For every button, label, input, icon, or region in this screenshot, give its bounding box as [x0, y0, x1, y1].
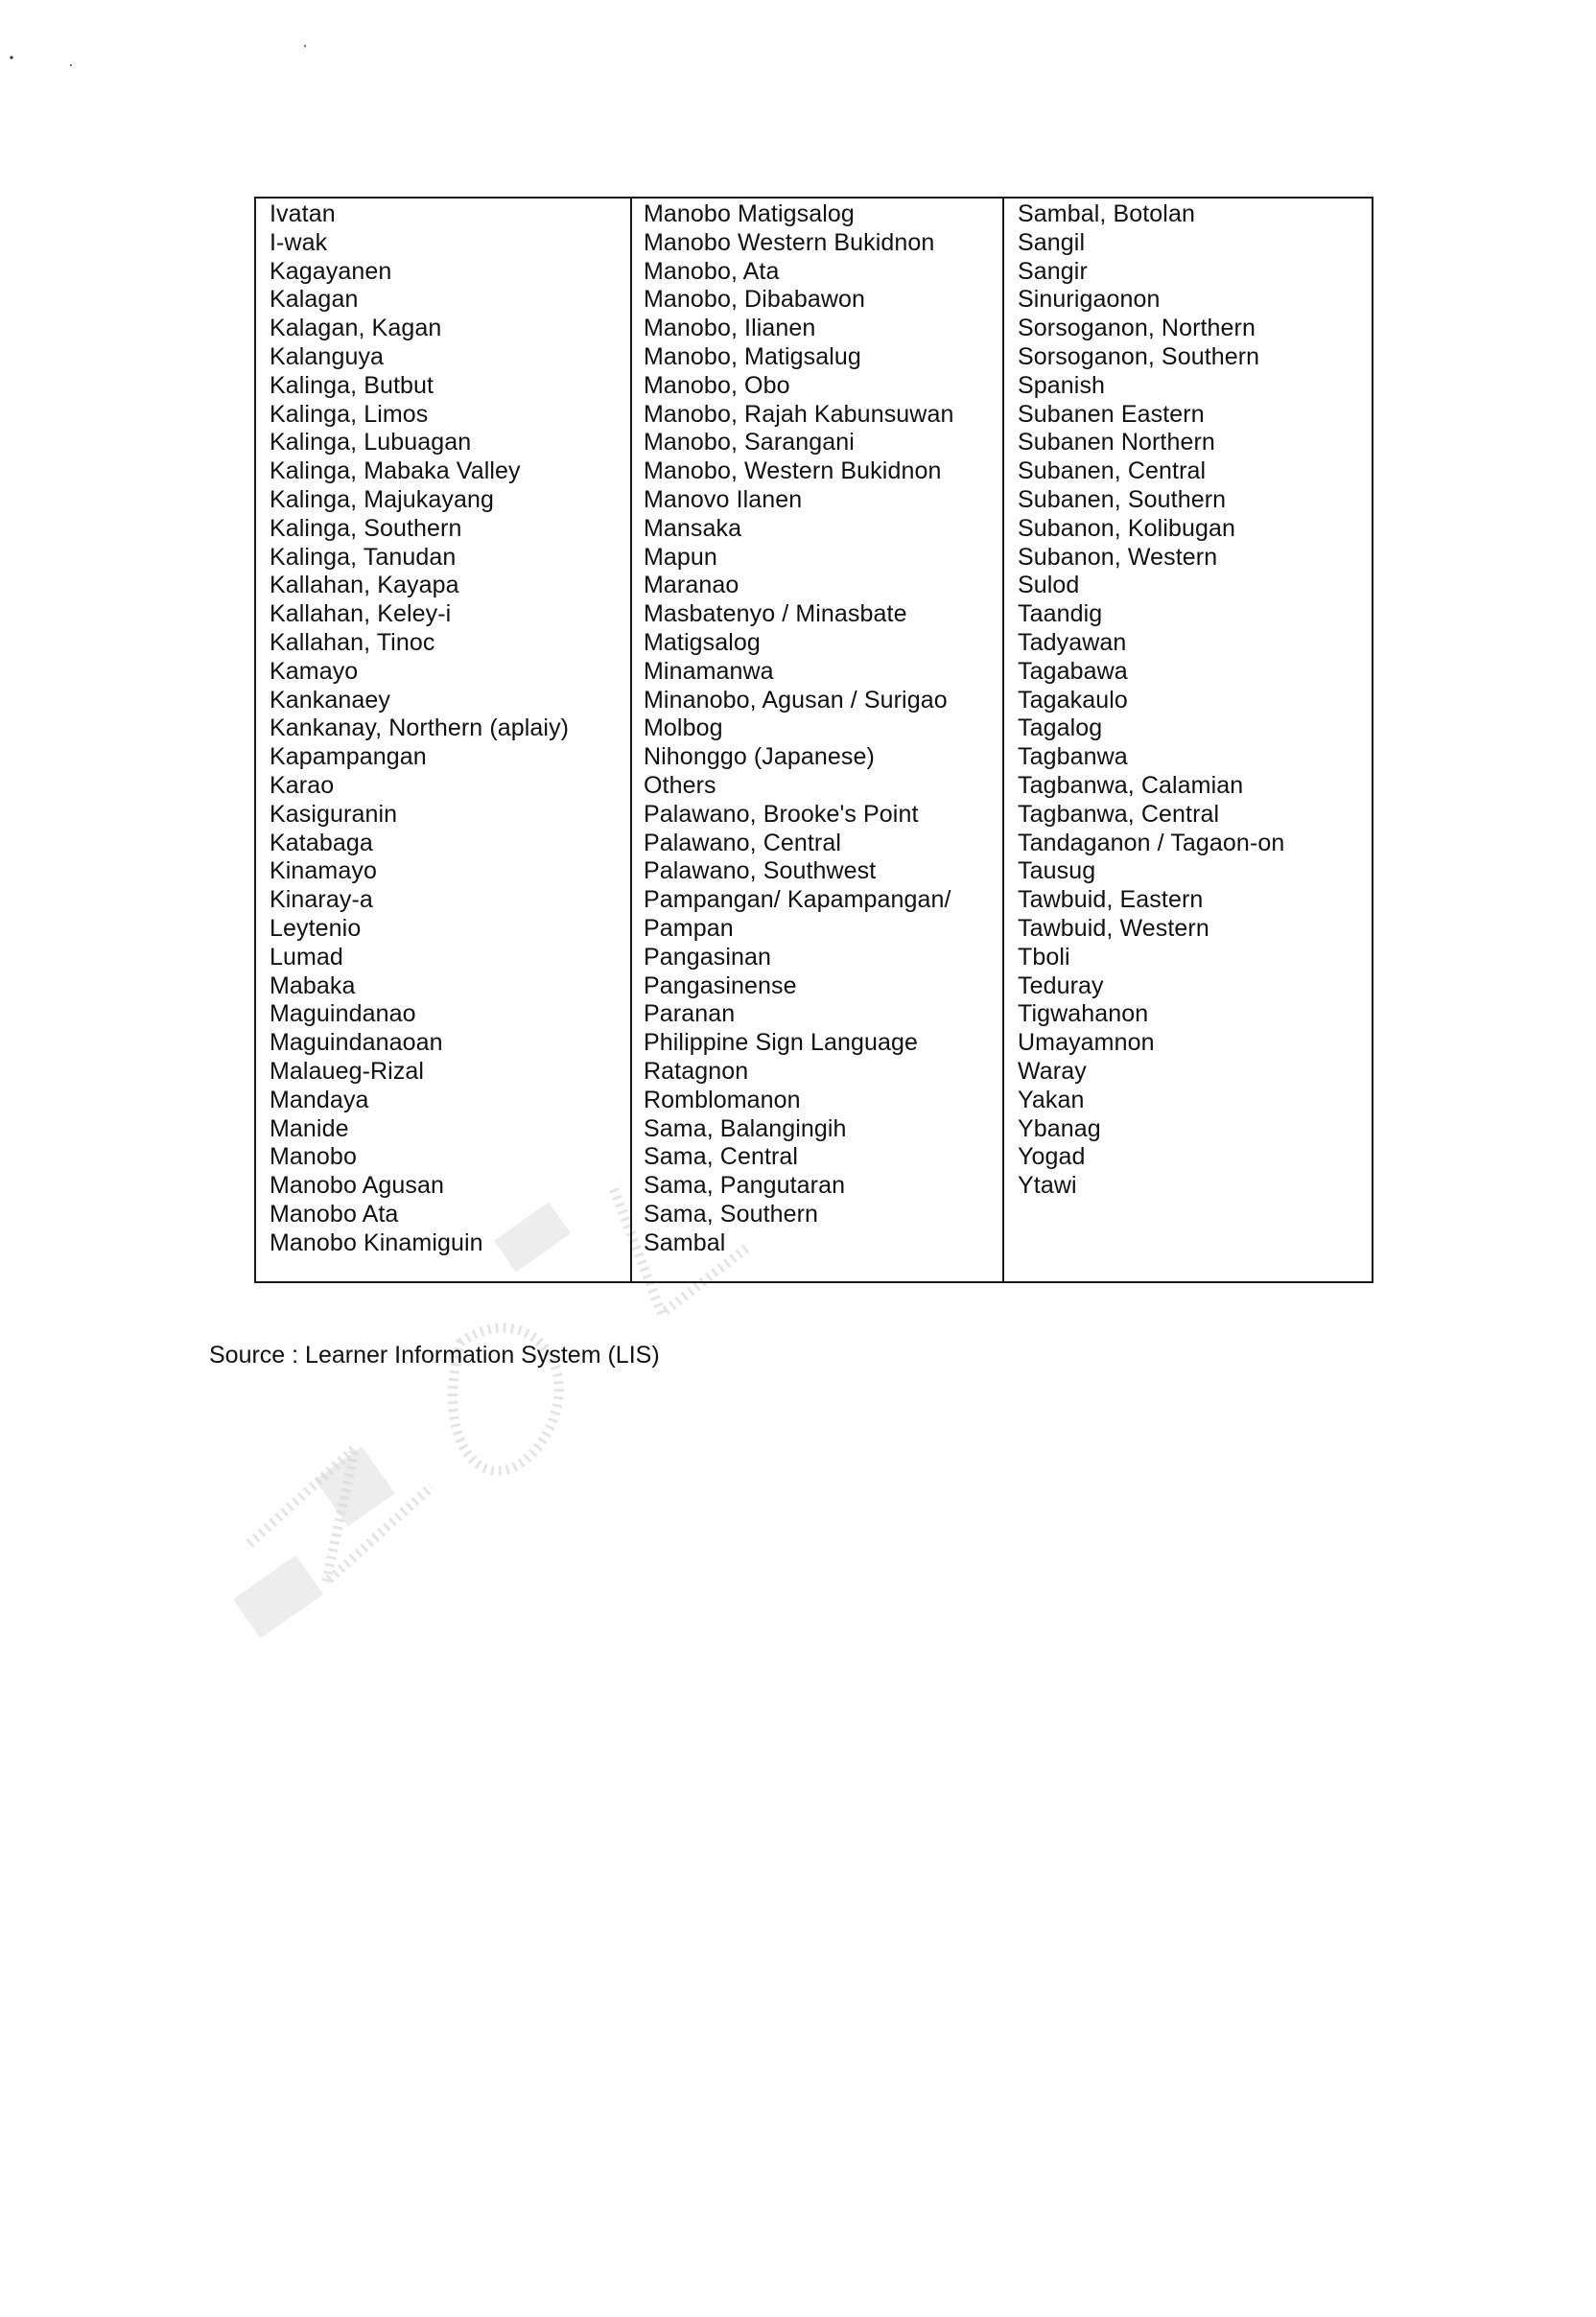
- language-item: Subanen, Central: [1018, 457, 1207, 485]
- language-item: Taandig: [1018, 600, 1103, 628]
- language-item: Manobo, Matigsalug: [644, 342, 861, 370]
- language-item: Mansaka: [644, 514, 742, 542]
- language-item: Kapampangan: [270, 743, 427, 771]
- language-item: Manobo, Ata: [644, 257, 780, 285]
- language-item: Tandaganon / Tagaon-on: [1018, 829, 1285, 856]
- language-item: Kallahan, Kayapa: [270, 572, 459, 599]
- language-item: Philippine Sign Language: [644, 1029, 918, 1057]
- language-item: Subanon, Kolibugan: [1018, 514, 1235, 542]
- language-item: Kalagan, Kagan: [270, 315, 442, 342]
- language-item: Katabaga: [270, 829, 373, 856]
- language-item: Mandaya: [270, 1086, 369, 1113]
- language-item: Tagabawa: [1018, 657, 1128, 685]
- language-item: Umayamnon: [1018, 1029, 1155, 1057]
- language-item: Sangir: [1018, 257, 1088, 285]
- language-item: Teduray: [1018, 971, 1104, 999]
- language-item: Kinamayo: [270, 857, 377, 885]
- language-item: Tagalog: [1018, 714, 1103, 742]
- language-item: Spanish: [1018, 371, 1106, 399]
- language-item: Manobo, Dibabawon: [644, 286, 866, 314]
- language-item: Manobo, Western Bukidnon: [644, 457, 942, 485]
- language-item: Waray: [1018, 1057, 1087, 1085]
- language-item: Sinurigaonon: [1018, 286, 1161, 314]
- language-item: I-wak: [270, 228, 328, 256]
- language-item: Sangil: [1018, 228, 1086, 256]
- language-item: Tagbanwa: [1018, 743, 1128, 771]
- source-note: Source : Learner Information System (LIS): [209, 1342, 660, 1369]
- language-item: Kalanguya: [270, 342, 385, 370]
- language-item: Tagakaulo: [1018, 686, 1128, 714]
- language-list: [270, 200, 630, 1257]
- language-item: Kamayo: [270, 657, 359, 685]
- language-item: Kalinga, Limos: [270, 400, 429, 428]
- language-item: Kalagan: [270, 286, 359, 314]
- language-item: Karao: [270, 771, 335, 799]
- language-item: Yakan: [1018, 1086, 1085, 1113]
- language-item: Others: [644, 771, 716, 799]
- language-item: Manobo, Obo: [644, 371, 790, 399]
- language-item: Minanobo, Agusan / Surigao: [644, 686, 948, 714]
- language-item: Sambal: [644, 1229, 726, 1256]
- language-item: Maguindanao: [270, 1000, 416, 1028]
- language-item: Mabaka: [270, 971, 356, 999]
- language-item: Subanon, Western: [1018, 543, 1218, 571]
- language-item: Tagbanwa, Calamian: [1018, 771, 1244, 799]
- language-item: Sorsoganon, Northern: [1018, 315, 1256, 342]
- language-item: Yogad: [1018, 1143, 1086, 1171]
- language-item: Palawano, Central: [644, 829, 841, 856]
- language-item: Lumad: [270, 943, 343, 971]
- language-item: Manobo Ata: [270, 1200, 399, 1228]
- language-list: [644, 200, 1002, 1257]
- language-item: Manobo Agusan: [270, 1172, 445, 1200]
- language-item: Kallahan, Keley-i: [270, 600, 452, 628]
- language-item: Maguindanaoan: [270, 1029, 443, 1057]
- language-item: Manobo Kinamiguin: [270, 1229, 483, 1256]
- language-item: Malaueg-Rizal: [270, 1057, 425, 1085]
- language-item: Nihonggo (Japanese): [644, 743, 875, 771]
- language-item: Pampan: [644, 914, 734, 942]
- table-column-2: [630, 199, 1002, 1281]
- language-item: Manide: [270, 1114, 349, 1142]
- language-item: Kalinga, Butbut: [270, 371, 434, 399]
- table-column-3: [1002, 199, 1372, 1281]
- language-item: Ybanag: [1018, 1114, 1101, 1142]
- language-item: Ivatan: [270, 200, 336, 227]
- language-item: Manobo, Ilianen: [644, 315, 816, 342]
- language-item: Pangasinense: [644, 971, 797, 999]
- language-item: Sama, Southern: [644, 1200, 819, 1228]
- language-item: Manobo Matigsalog: [644, 200, 855, 227]
- language-item: Sama, Balangingih: [644, 1114, 847, 1142]
- language-item: Kalinga, Mabaka Valley: [270, 457, 521, 485]
- language-item: Tadyawan: [1018, 628, 1127, 656]
- table-column-1: [256, 199, 630, 1281]
- language-item: Tboli: [1018, 943, 1070, 971]
- language-item: Subanen Eastern: [1018, 400, 1205, 428]
- language-item: Kankanaey: [270, 686, 390, 714]
- language-item: Palawano, Brooke's Point: [644, 800, 919, 828]
- language-item: Tausug: [1018, 857, 1096, 885]
- language-item: Subanen, Southern: [1018, 485, 1227, 513]
- language-item: Sama, Pangutaran: [644, 1172, 846, 1200]
- language-item: Kalinga, Lubuagan: [270, 429, 472, 456]
- language-item: Sama, Central: [644, 1143, 799, 1171]
- language-item: Romblomanon: [644, 1086, 801, 1113]
- language-item: Kalinga, Majukayang: [270, 485, 494, 513]
- language-item: Kankanay, Northern (aplaiy): [270, 714, 570, 742]
- language-item: Sambal, Botolan: [1018, 200, 1195, 227]
- language-item: Mapun: [644, 543, 717, 571]
- language-item: Tagbanwa, Central: [1018, 800, 1220, 828]
- language-item: Palawano, Southwest: [644, 857, 877, 885]
- language-item: Subanen Northern: [1018, 429, 1215, 456]
- language-item: Manobo: [270, 1143, 357, 1171]
- language-list: [1018, 200, 1372, 1201]
- language-item: Ytawi: [1018, 1172, 1077, 1200]
- scan-specks: [0, 0, 384, 77]
- language-item: Kalinga, Southern: [270, 514, 462, 542]
- language-item: Manobo, Rajah Kabunsuwan: [644, 400, 954, 428]
- language-item: Manobo Western Bukidnon: [644, 228, 935, 256]
- language-item: Sorsoganon, Southern: [1018, 342, 1260, 370]
- language-item: Paranan: [644, 1000, 736, 1028]
- language-item: Kinaray-a: [270, 886, 373, 914]
- language-item: Manobo, Sarangani: [644, 429, 855, 456]
- language-item: Tawbuid, Western: [1018, 914, 1209, 942]
- language-item: Molbog: [644, 714, 723, 742]
- language-item: Kagayanen: [270, 257, 392, 285]
- language-item: Kallahan, Tinoc: [270, 628, 435, 656]
- language-item: Tawbuid, Eastern: [1018, 886, 1204, 914]
- language-item: Minamanwa: [644, 657, 774, 685]
- language-item: Ratagnon: [644, 1057, 749, 1085]
- language-item: Pangasinan: [644, 943, 772, 971]
- language-item: Masbatenyo / Minasbate: [644, 600, 907, 628]
- language-item: Pampangan/ Kapampangan/: [644, 886, 951, 914]
- language-item: Kalinga, Tanudan: [270, 543, 457, 571]
- language-item: Kasiguranin: [270, 800, 398, 828]
- language-table: [254, 197, 1373, 1283]
- language-item: Matigsalog: [644, 628, 761, 656]
- language-item: Sulod: [1018, 572, 1080, 599]
- language-item: Tigwahanon: [1018, 1000, 1149, 1028]
- language-item: Leytenio: [270, 914, 362, 942]
- language-item: Manovo Ilanen: [644, 485, 803, 513]
- language-item: Maranao: [644, 572, 739, 599]
